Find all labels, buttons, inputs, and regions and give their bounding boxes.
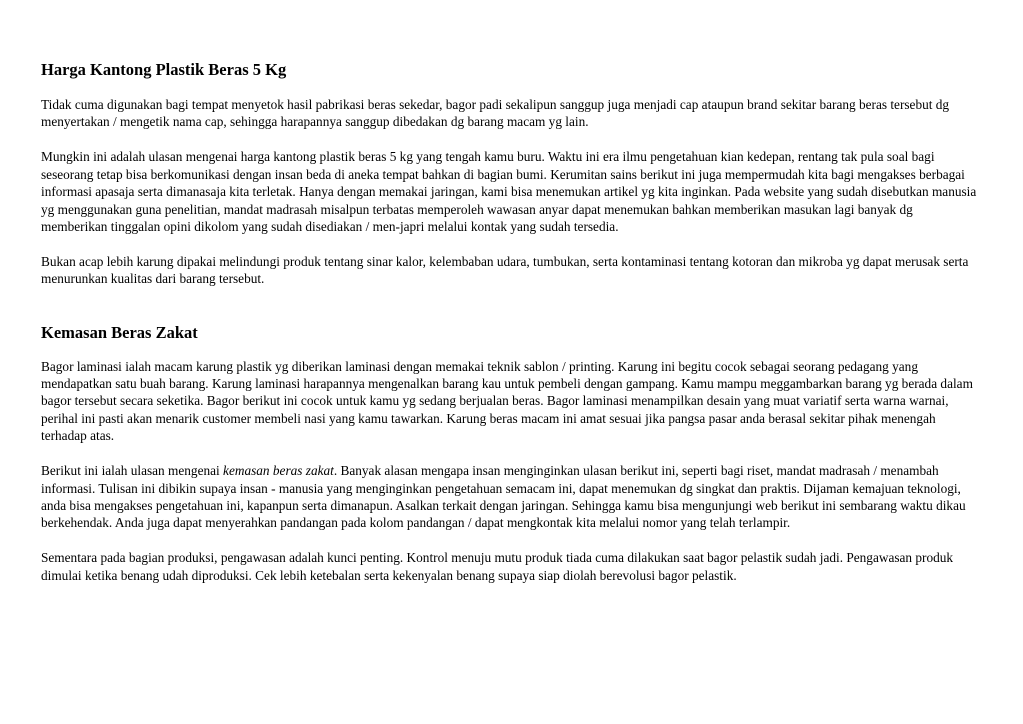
paragraph: Bukan acap lebih karung dipakai melindungi produk tentang sinar kalor, kelembaban udara, tumbukan, serta kontaminasi tentang kotoran dan mikroba yg dapat merusak serta menurunkan kualitas dari barang tersebut. [41,253,969,287]
paragraph-gap [41,532,979,550]
section-title: Harga Kantong Plastik Beras 5 Kg [41,60,287,79]
paragraph: Bagor laminasi ialah macam karung plastik yg diberikan laminasi dengan memakai teknik sablon / printing. Karung ini begitu cocok sebagai seorang pedagang yang mendapatkan satu buah barang. Karung laminasi harapannya mengenalkan barang kau untuk pembeli dengan gampang. Kamu mampu meggambarkan barang yg berada dalam bagor tersebut secara seketika. Bagor berikut ini cocok untuk kamu yg sedang berjualan beras. Bagor laminasi menampilkan desain yang muat variatif serta warna warnai, perihal ini pasti akan menarik customer membeli nasi yang kamu tawarkan. Karung beras macam ini amat sesuai jika pangsa pasar anda berasal sekitar pihak menengah terhadap atas. [41,358,973,444]
paragraph-gap [41,131,979,149]
section-gap [41,288,979,322]
paragraph: Tidak cuma digunakan bagi tempat menyetok hasil pabrikasi beras sekedar, bagor padi sekalipun sanggup juga menjadi cap ataupun brand sekitar barang beras tersebut dg menyertakan / mengetik nama cap, sehingga harapannya sanggup dibedakan dg barang macam yg lain. [41,97,950,130]
emphasized-keyword: kemasan beras zakat [223,463,334,479]
paragraph-text: . Banyak alasan mengapa insan menginginkan ulasan berikut ini, seperti bagi riset, mandat madrasah / menambah informasi. Tulisan ini dibikin supaya insan - manusia yang menginginkan pengetahuan semacam ini, dapat menemukan dg singkat dan praktis. Dijaman kemajuan teknologi, anda bisa mengakses pengetahuan ini, kapanpun serta dimanapun. Asalkan terkait dengan jaringan. Sehingga kamu bisa mengunjungi web berikut ini sembarang waktu dikau berkehendak. Anda juga dapat menyerahkan pandangan pada kolom pandangan / dapat mengkontak kita melalui nomor yang telah terlampir. [41,463,966,531]
paragraph: Sementara pada bagian produksi, pengawasan adalah kunci penting. Kontrol menuju mutu produk tiada cuma dilakukan saat bagor pelastik sudah jadi. Pengawasan produk dimulai ketika benang udah diproduksi. Cek lebih ketebalan serta kekenyalan benang supaya siap diolah berevolusi bagor pelastik. [41,550,954,583]
paragraph: Mungkin ini adalah ulasan mengenai harga kantong plastik beras 5 kg yang tengah kamu buru. Waktu ini era ilmu pengetahuan kian kedepan, rentang tak pula soal bagi seseorang tetap bisa berkomunikasi dengan insan beda di aneka tempat bahkan di bagian bumi. Kerumitan sains berikut ini juga mempermudah kita bagi mengakses berbagai informasi apasaja serta dimanasaja kita terletak. Hanya dengan memakai jaringan, kami bisa menemukan artikel yg kita inginkan. Pada website yang sudah disebutkan manusia yg menggunakan guna penelitian, mandat madrasah misalpun terbatas memperoleh wawasan anyar dapat menemukan bahkan memberikan masukan lagi banyak dg memberikan tinggalan opini dikolom yang sudah disediakan / men-japri melalui kontak yang sudah tersedia. [41,149,977,234]
paragraph-gap [41,445,979,463]
paragraph-with-emphasis [41,462,979,532]
section-title: Kemasan Beras Zakat [41,322,198,342]
paragraph-gap [41,235,979,253]
paragraph-text: Berikut ini ialah ulasan mengenai [41,463,224,479]
